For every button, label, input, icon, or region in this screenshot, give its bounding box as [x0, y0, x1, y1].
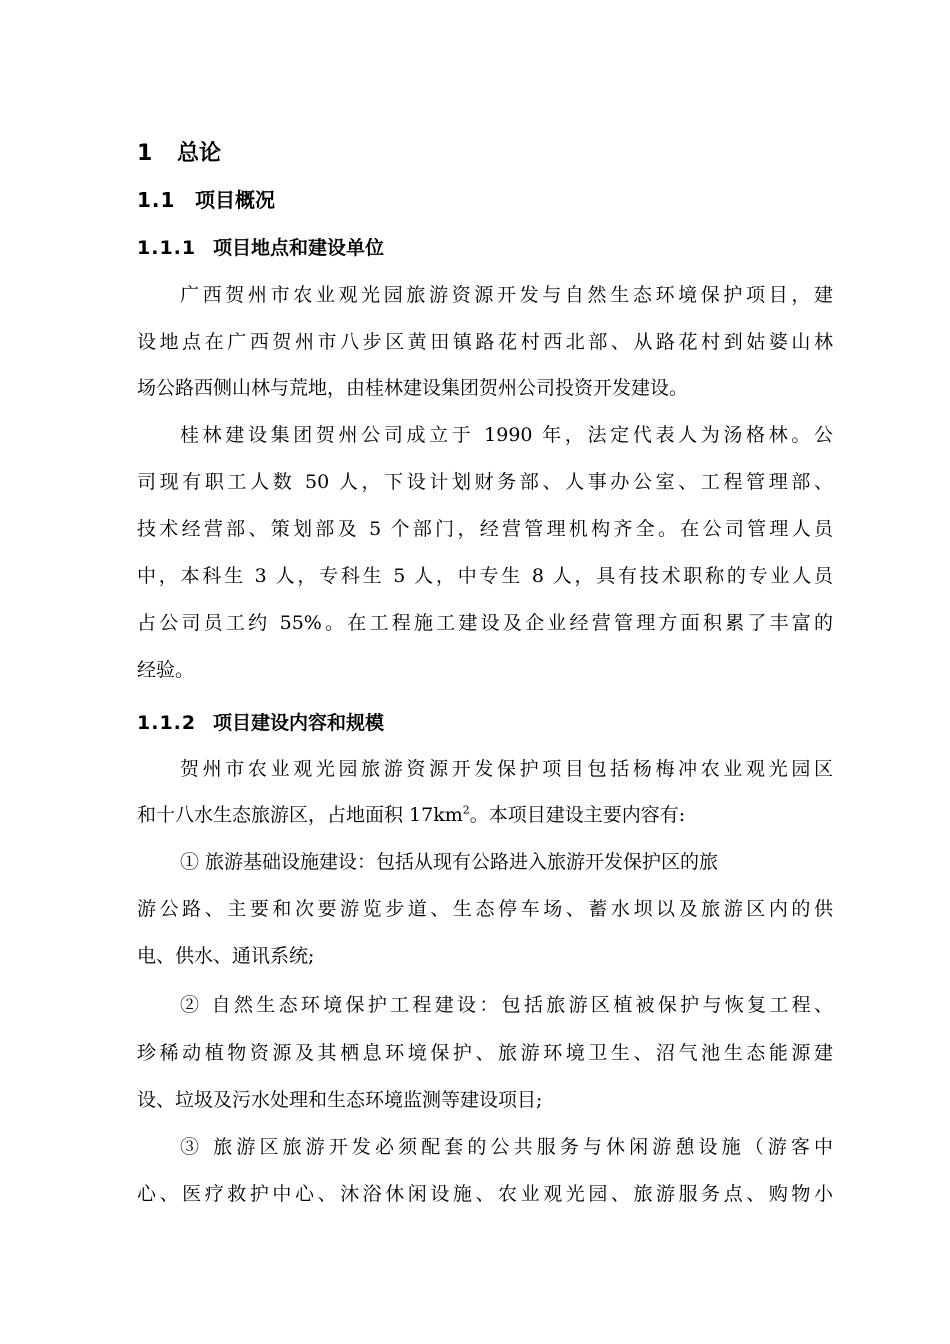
list-item-line: 设、垃圾及污水处理和生态环境监测等建设项目;	[137, 1089, 543, 1111]
list-item-line: 珍稀动植物资源及其栖息环境保护、旅游环境卫生、沼气池生态能源建	[137, 1042, 833, 1064]
list-item-line: ① 旅游基础设施建设：包括从现有公路进入旅游开发保护区的旅	[180, 851, 719, 873]
subsection-number: 1.1.1	[137, 237, 197, 259]
chapter-title: 总论	[177, 141, 222, 166]
subsection-heading-content	[137, 708, 384, 735]
section-number: 1.1	[137, 188, 176, 212]
list-item-line: 电、供水、通讯系统;	[137, 945, 315, 967]
paragraph-line: 广西贺州市农业观光园旅游资源开发与自然生态环境保护项目，建	[180, 284, 833, 306]
paragraph-line: 贺州市农业观光园旅游资源开发保护项目包括杨梅冲农业观光园区	[180, 758, 833, 780]
subsection-number: 1.1.2	[137, 712, 197, 734]
paragraph-line: 占公司员工约 55%。在工程施工建设及企业经营管理方面积累了丰富的	[137, 612, 833, 634]
paragraph-line: 经验。	[137, 659, 195, 681]
superscript-2: 2	[462, 803, 470, 817]
subsection-title: 项目地点和建设单位	[213, 237, 385, 259]
subsection-heading-location	[137, 233, 384, 260]
paragraph-line: 司现有职工人数 50 人，下设计划财务部、人事办公室、工程管理部、	[137, 471, 833, 493]
section-heading	[137, 184, 275, 213]
paragraph-line: 技术经营部、策划部及 5 个部门，经营管理机构齐全。在公司管理人员	[137, 518, 833, 540]
paragraph-line: 场公路西侧山林与荒地，由桂林建设集团贺州公司投资开发建设。	[137, 377, 689, 399]
paragraph-line: 桂林建设集团贺州公司成立于 1990 年，法定代表人为汤格林。公	[180, 424, 833, 446]
subsection-title: 项目建设内容和规模	[213, 712, 385, 734]
list-item-line: 心、医疗救护中心、沐浴休闲设施、农业观光园、旅游服务点、购物小	[137, 1183, 833, 1205]
section-title: 项目概况	[195, 188, 275, 212]
content-intro-text: 。本项目建设主要内容有:	[469, 804, 686, 826]
list-item-line: ③ 旅游区旅游开发必须配套的公共服务与休闲游憩设施（游客中	[180, 1136, 833, 1158]
chapter-number: 1	[137, 141, 154, 166]
list-item-line: ② 自然生态环境保护工程建设：包括旅游区植被保护与恢复工程、	[180, 994, 833, 1016]
list-item-line: 游公路、主要和次要游览步道、生态停车场、蓄水坝以及旅游区内的供	[137, 898, 833, 920]
area-text: 和十八水生态旅游区，占地面积 17km	[137, 804, 463, 826]
paragraph-line: 设地点在广西贺州市八步区黄田镇路花村西北部、从路花村到姑婆山林	[137, 331, 833, 353]
paragraph-line: 中，本科生 3 人，专科生 5 人，中专生 8 人，具有技术职称的专业人员	[137, 565, 833, 587]
paragraph-line	[137, 803, 685, 827]
chapter-heading	[137, 136, 221, 167]
